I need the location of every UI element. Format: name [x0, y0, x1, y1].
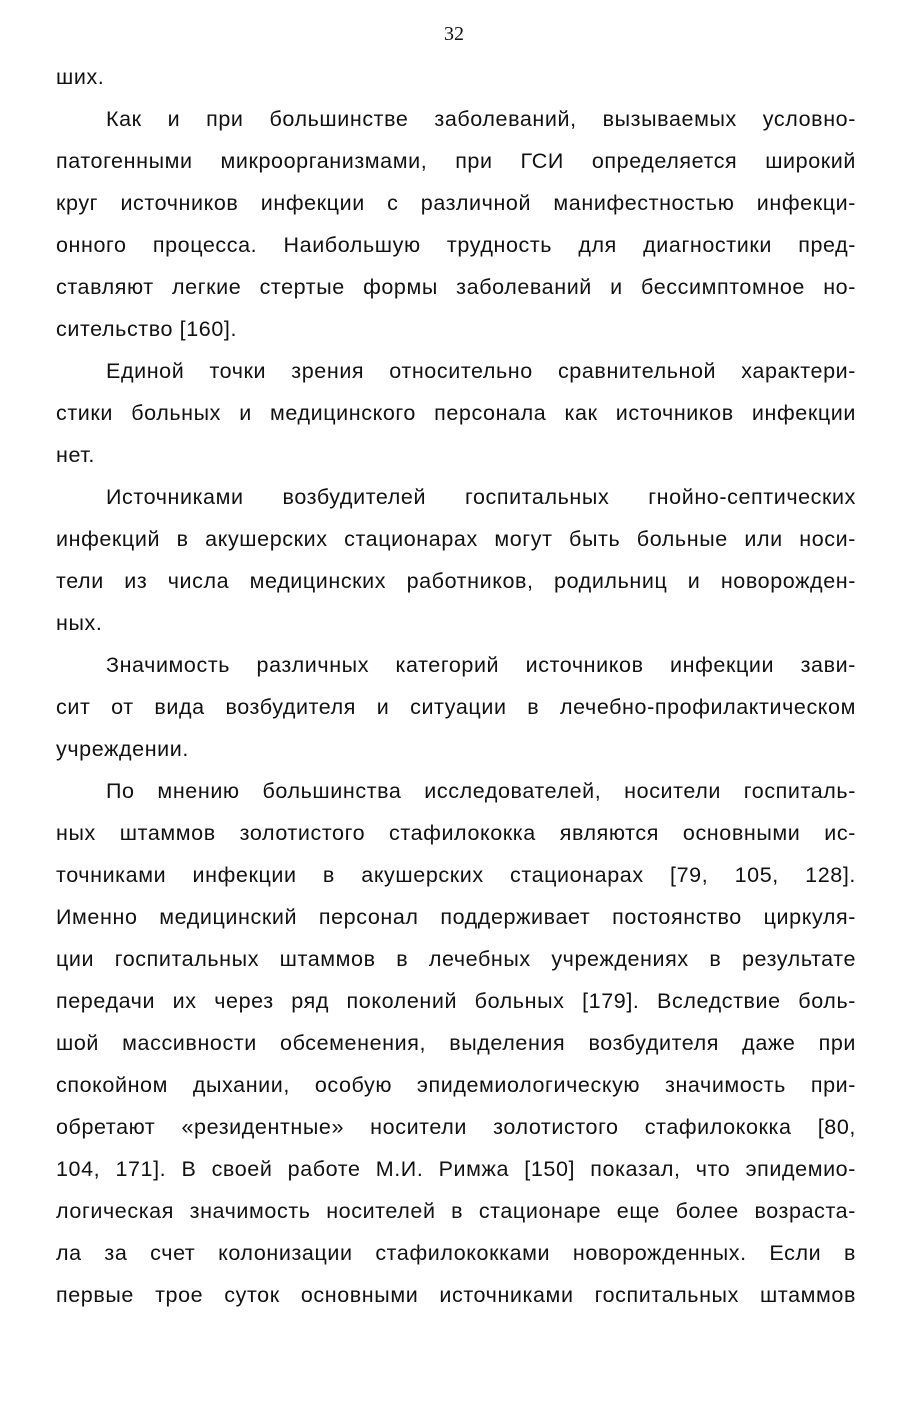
paragraph [56, 770, 856, 1316]
page-number: 32 [444, 23, 464, 45]
text-line: Именно медицинский персонал поддерживает постоянство циркуля- [56, 905, 856, 929]
text-line: шой массивности обсеменения, выделения возбудителя даже при [56, 1031, 856, 1055]
text-line: нет. [56, 443, 95, 467]
text-line: ших. [56, 65, 105, 89]
text-line: ных штаммов золотистого стафилококка являются основными ис- [56, 821, 856, 845]
text-line: Как и при большинстве заболеваний, вызываемых условно- [106, 107, 856, 131]
text-line: патогенными микроорганизмами, при ГСИ определяется широкий [56, 149, 856, 173]
text-line: По мнению большинства исследователей, носители госпиталь- [106, 779, 856, 803]
text-line: ных. [56, 611, 103, 635]
text-line: стики больных и медицинского персонала как источников инфекции [56, 401, 856, 425]
text-line: спокойном дыхании, особую эпидемиологическую значимость при- [56, 1073, 856, 1097]
text-line: сительство [160]. [56, 317, 238, 341]
text-line: инфекций в акушерских стационарах могут быть больные или носи- [56, 527, 856, 551]
text-line: 104, 171]. В своей работе М.И. Римжа [150] показал, что эпидемио- [56, 1157, 856, 1181]
paragraph [56, 644, 856, 770]
text-line: сит от вида возбудителя и ситуации в лечебно-профилактическом [56, 695, 856, 719]
text-line: ла за счет колонизации стафилококками новорожденных. Если в [56, 1241, 856, 1265]
paragraph [56, 56, 856, 98]
text-line: обретают «резидентные» носители золотистого стафилококка [80, [56, 1115, 856, 1139]
body-text [56, 56, 856, 1316]
text-line: учреждении. [56, 737, 189, 761]
paragraph [56, 476, 856, 644]
text-line: ции госпитальных штаммов в лечебных учреждениях в результате [56, 947, 856, 971]
text-line: ставляют легкие стертые формы заболеваний и бессимптомное но- [56, 275, 856, 299]
text-line: тели из числа медицинских работников, родильниц и новорожден- [56, 569, 856, 593]
text-line: точниками инфекции в акушерских стационарах [79, 105, 128]. [56, 863, 856, 887]
text-line: Единой точки зрения относительно сравнительной характери- [106, 359, 856, 383]
text-line: передачи их через ряд поколений больных [179]. Вследствие боль- [56, 989, 856, 1013]
paragraph [56, 350, 856, 476]
text-line: круг источников инфекции с различной манифестностью инфекци- [56, 191, 856, 215]
text-line: онного процесса. Наибольшую трудность для диагностики пред- [56, 233, 856, 257]
text-line: Значимость различных категорий источников инфекции зави- [106, 653, 856, 677]
text-line: логическая значимость носителей в стационаре еще более возраста- [56, 1199, 856, 1223]
paragraph [56, 98, 856, 350]
text-line: первые трое суток основными источниками госпитальных штаммов [56, 1283, 856, 1307]
text-line: Источниками возбудителей госпитальных гнойно-септических [106, 485, 856, 509]
